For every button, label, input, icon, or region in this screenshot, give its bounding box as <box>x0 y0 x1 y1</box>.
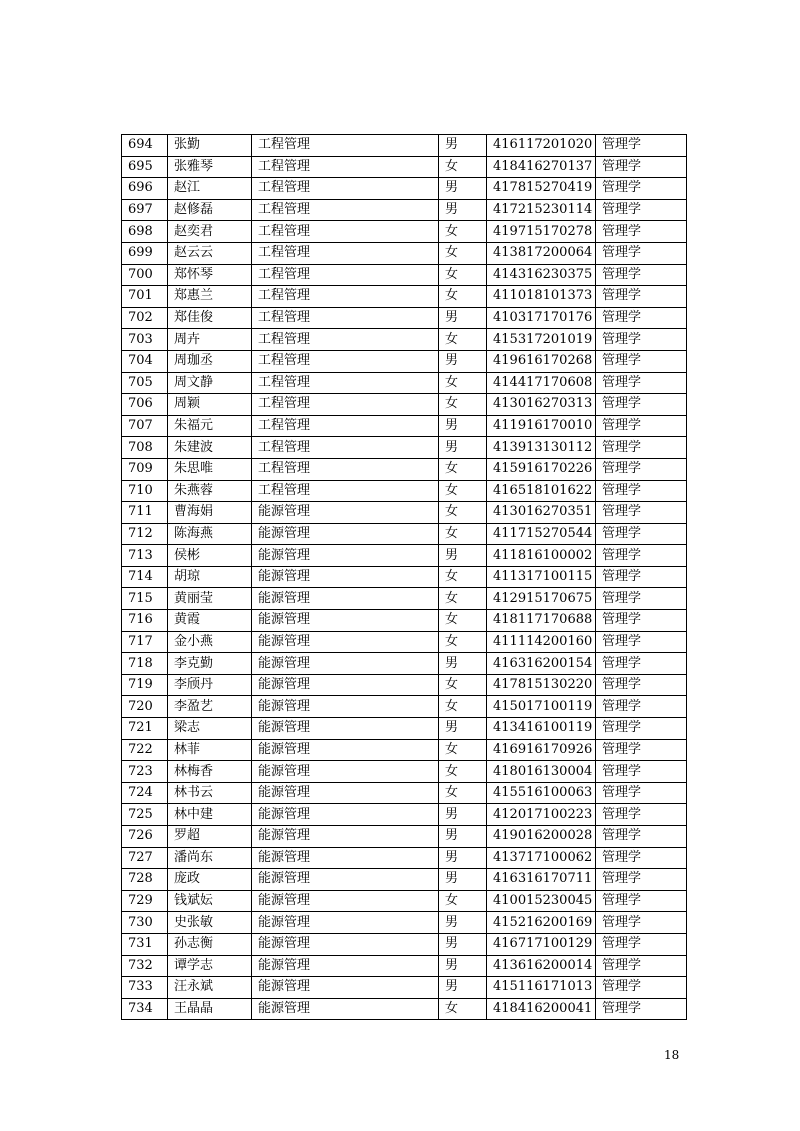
table-row <box>122 523 687 545</box>
gender-cell: 女 <box>439 156 487 178</box>
name-cell: 庞政 <box>168 869 252 891</box>
gender-cell: 女 <box>439 696 487 718</box>
row-number-cell: 719 <box>122 674 168 696</box>
student-id-cell: 411916170010 <box>487 415 596 437</box>
row-number-cell: 694 <box>122 135 168 157</box>
table-row <box>122 437 687 459</box>
major-cell: 能源管理 <box>252 869 439 891</box>
major-cell: 能源管理 <box>252 933 439 955</box>
gender-cell: 女 <box>439 523 487 545</box>
student-id-cell: 414417170608 <box>487 372 596 394</box>
discipline-cell: 管理学 <box>596 199 687 221</box>
discipline-cell: 管理学 <box>596 523 687 545</box>
table-row <box>122 912 687 934</box>
name-cell: 郑怀琴 <box>168 264 252 286</box>
name-cell: 林菲 <box>168 739 252 761</box>
discipline-cell: 管理学 <box>596 933 687 955</box>
name-cell: 林中建 <box>168 804 252 826</box>
name-cell: 金小燕 <box>168 631 252 653</box>
discipline-cell: 管理学 <box>596 674 687 696</box>
table-row <box>122 480 687 502</box>
gender-cell: 女 <box>439 782 487 804</box>
row-number-cell: 699 <box>122 242 168 264</box>
roster-body <box>122 135 687 1020</box>
row-number-cell: 698 <box>122 221 168 243</box>
gender-cell: 男 <box>439 135 487 157</box>
student-id-cell: 415916170226 <box>487 458 596 480</box>
gender-cell: 女 <box>439 588 487 610</box>
major-cell: 工程管理 <box>252 458 439 480</box>
discipline-cell: 管理学 <box>596 221 687 243</box>
discipline-cell: 管理学 <box>596 264 687 286</box>
major-cell: 工程管理 <box>252 415 439 437</box>
gender-cell: 女 <box>439 610 487 632</box>
gender-cell: 男 <box>439 718 487 740</box>
row-number-cell: 696 <box>122 178 168 200</box>
gender-cell: 男 <box>439 545 487 567</box>
name-cell: 赵修磊 <box>168 199 252 221</box>
table-row <box>122 458 687 480</box>
major-cell: 工程管理 <box>252 480 439 502</box>
name-cell: 黄霞 <box>168 610 252 632</box>
row-number-cell: 734 <box>122 998 168 1020</box>
table-row <box>122 782 687 804</box>
row-number-cell: 729 <box>122 890 168 912</box>
table-row <box>122 242 687 264</box>
major-cell: 能源管理 <box>252 826 439 848</box>
name-cell: 潘尚东 <box>168 847 252 869</box>
table-row <box>122 847 687 869</box>
discipline-cell: 管理学 <box>596 955 687 977</box>
student-id-cell: 413817200064 <box>487 242 596 264</box>
gender-cell: 男 <box>439 307 487 329</box>
gender-cell: 女 <box>439 739 487 761</box>
gender-cell: 女 <box>439 502 487 524</box>
student-id-cell: 419616170268 <box>487 350 596 372</box>
discipline-cell: 管理学 <box>596 977 687 999</box>
row-number-cell: 728 <box>122 869 168 891</box>
major-cell: 能源管理 <box>252 890 439 912</box>
discipline-cell: 管理学 <box>596 458 687 480</box>
row-number-cell: 717 <box>122 631 168 653</box>
row-number-cell: 709 <box>122 458 168 480</box>
row-number-cell: 724 <box>122 782 168 804</box>
gender-cell: 女 <box>439 372 487 394</box>
student-id-cell: 413016270313 <box>487 394 596 416</box>
major-cell: 工程管理 <box>252 199 439 221</box>
major-cell: 工程管理 <box>252 329 439 351</box>
table-row <box>122 178 687 200</box>
table-row <box>122 307 687 329</box>
row-number-cell: 713 <box>122 545 168 567</box>
name-cell: 谭学志 <box>168 955 252 977</box>
student-id-cell: 416316200154 <box>487 653 596 675</box>
student-id-cell: 416518101622 <box>487 480 596 502</box>
major-cell: 能源管理 <box>252 782 439 804</box>
major-cell: 能源管理 <box>252 847 439 869</box>
student-id-cell: 418416270137 <box>487 156 596 178</box>
name-cell: 李颀丹 <box>168 674 252 696</box>
discipline-cell: 管理学 <box>596 761 687 783</box>
discipline-cell: 管理学 <box>596 480 687 502</box>
major-cell: 工程管理 <box>252 178 439 200</box>
major-cell: 能源管理 <box>252 912 439 934</box>
name-cell: 郑佳俊 <box>168 307 252 329</box>
row-number-cell: 716 <box>122 610 168 632</box>
name-cell: 周颖 <box>168 394 252 416</box>
table-row <box>122 761 687 783</box>
table-row <box>122 199 687 221</box>
name-cell: 朱思唯 <box>168 458 252 480</box>
table-row <box>122 826 687 848</box>
major-cell: 工程管理 <box>252 221 439 243</box>
table-row <box>122 566 687 588</box>
discipline-cell: 管理学 <box>596 890 687 912</box>
student-id-cell: 414316230375 <box>487 264 596 286</box>
student-id-cell: 412915170675 <box>487 588 596 610</box>
name-cell: 周珈丞 <box>168 350 252 372</box>
gender-cell: 男 <box>439 912 487 934</box>
row-number-cell: 703 <box>122 329 168 351</box>
row-number-cell: 697 <box>122 199 168 221</box>
table-row <box>122 350 687 372</box>
table-row <box>122 588 687 610</box>
table-row <box>122 955 687 977</box>
major-cell: 工程管理 <box>252 242 439 264</box>
gender-cell: 男 <box>439 977 487 999</box>
name-cell: 赵奕君 <box>168 221 252 243</box>
row-number-cell: 712 <box>122 523 168 545</box>
name-cell: 朱福元 <box>168 415 252 437</box>
name-cell: 赵江 <box>168 178 252 200</box>
name-cell: 钱斌妘 <box>168 890 252 912</box>
name-cell: 朱建波 <box>168 437 252 459</box>
discipline-cell: 管理学 <box>596 502 687 524</box>
student-id-cell: 410317170176 <box>487 307 596 329</box>
major-cell: 工程管理 <box>252 135 439 157</box>
table-row <box>122 739 687 761</box>
page-number: 18 <box>664 1048 680 1062</box>
table-row <box>122 264 687 286</box>
gender-cell: 男 <box>439 350 487 372</box>
name-cell: 梁志 <box>168 718 252 740</box>
major-cell: 能源管理 <box>252 674 439 696</box>
name-cell: 林书云 <box>168 782 252 804</box>
name-cell: 汪永斌 <box>168 977 252 999</box>
discipline-cell: 管理学 <box>596 350 687 372</box>
student-id-cell: 415516100063 <box>487 782 596 804</box>
student-id-cell: 416717100129 <box>487 933 596 955</box>
major-cell: 能源管理 <box>252 631 439 653</box>
student-id-cell: 415317201019 <box>487 329 596 351</box>
discipline-cell: 管理学 <box>596 696 687 718</box>
table-row <box>122 394 687 416</box>
row-number-cell: 731 <box>122 933 168 955</box>
discipline-cell: 管理学 <box>596 372 687 394</box>
discipline-cell: 管理学 <box>596 998 687 1020</box>
student-id-cell: 415216200169 <box>487 912 596 934</box>
row-number-cell: 721 <box>122 718 168 740</box>
row-number-cell: 701 <box>122 286 168 308</box>
student-id-cell: 417815130220 <box>487 674 596 696</box>
gender-cell: 女 <box>439 761 487 783</box>
table-row <box>122 977 687 999</box>
discipline-cell: 管理学 <box>596 782 687 804</box>
discipline-cell: 管理学 <box>596 847 687 869</box>
name-cell: 赵云云 <box>168 242 252 264</box>
discipline-cell: 管理学 <box>596 653 687 675</box>
gender-cell: 男 <box>439 653 487 675</box>
major-cell: 能源管理 <box>252 761 439 783</box>
table-row <box>122 545 687 567</box>
student-id-cell: 412017100223 <box>487 804 596 826</box>
major-cell: 能源管理 <box>252 566 439 588</box>
table-row <box>122 502 687 524</box>
major-cell: 能源管理 <box>252 696 439 718</box>
student-id-cell: 413913130112 <box>487 437 596 459</box>
discipline-cell: 管理学 <box>596 135 687 157</box>
student-id-cell: 418416200041 <box>487 998 596 1020</box>
name-cell: 陈海燕 <box>168 523 252 545</box>
student-id-cell: 419016200028 <box>487 826 596 848</box>
row-number-cell: 718 <box>122 653 168 675</box>
student-id-cell: 415116171013 <box>487 977 596 999</box>
major-cell: 工程管理 <box>252 372 439 394</box>
gender-cell: 男 <box>439 826 487 848</box>
name-cell: 张雅琴 <box>168 156 252 178</box>
row-number-cell: 695 <box>122 156 168 178</box>
student-id-cell: 413016270351 <box>487 502 596 524</box>
name-cell: 李盈艺 <box>168 696 252 718</box>
major-cell: 能源管理 <box>252 545 439 567</box>
row-number-cell: 727 <box>122 847 168 869</box>
major-cell: 工程管理 <box>252 350 439 372</box>
discipline-cell: 管理学 <box>596 739 687 761</box>
gender-cell: 男 <box>439 869 487 891</box>
gender-cell: 女 <box>439 890 487 912</box>
major-cell: 能源管理 <box>252 588 439 610</box>
table-row <box>122 135 687 157</box>
name-cell: 周文静 <box>168 372 252 394</box>
row-number-cell: 700 <box>122 264 168 286</box>
discipline-cell: 管理学 <box>596 610 687 632</box>
student-id-cell: 413416100119 <box>487 718 596 740</box>
row-number-cell: 708 <box>122 437 168 459</box>
major-cell: 工程管理 <box>252 307 439 329</box>
student-id-cell: 418117170688 <box>487 610 596 632</box>
major-cell: 工程管理 <box>252 394 439 416</box>
student-id-cell: 416117201020 <box>487 135 596 157</box>
student-id-cell: 413717100062 <box>487 847 596 869</box>
table-row <box>122 631 687 653</box>
discipline-cell: 管理学 <box>596 566 687 588</box>
table-row <box>122 718 687 740</box>
table-row <box>122 933 687 955</box>
row-number-cell: 707 <box>122 415 168 437</box>
gender-cell: 女 <box>439 631 487 653</box>
major-cell: 工程管理 <box>252 437 439 459</box>
name-cell: 郑惠兰 <box>168 286 252 308</box>
major-cell: 工程管理 <box>252 286 439 308</box>
table-row <box>122 286 687 308</box>
student-id-cell: 415017100119 <box>487 696 596 718</box>
student-roster-table <box>121 134 687 1020</box>
row-number-cell: 702 <box>122 307 168 329</box>
student-id-cell: 411114200160 <box>487 631 596 653</box>
student-id-cell: 418016130004 <box>487 761 596 783</box>
student-id-cell: 411816100002 <box>487 545 596 567</box>
table-row <box>122 674 687 696</box>
gender-cell: 女 <box>439 458 487 480</box>
name-cell: 林梅香 <box>168 761 252 783</box>
table-row <box>122 998 687 1020</box>
gender-cell: 女 <box>439 286 487 308</box>
gender-cell: 男 <box>439 437 487 459</box>
row-number-cell: 706 <box>122 394 168 416</box>
table-row <box>122 610 687 632</box>
discipline-cell: 管理学 <box>596 394 687 416</box>
major-cell: 能源管理 <box>252 523 439 545</box>
major-cell: 能源管理 <box>252 502 439 524</box>
name-cell: 李克勤 <box>168 653 252 675</box>
table-row <box>122 221 687 243</box>
discipline-cell: 管理学 <box>596 718 687 740</box>
gender-cell: 女 <box>439 329 487 351</box>
name-cell: 周卉 <box>168 329 252 351</box>
major-cell: 能源管理 <box>252 977 439 999</box>
student-id-cell: 411018101373 <box>487 286 596 308</box>
gender-cell: 女 <box>439 394 487 416</box>
gender-cell: 女 <box>439 998 487 1020</box>
table-row <box>122 696 687 718</box>
row-number-cell: 705 <box>122 372 168 394</box>
major-cell: 工程管理 <box>252 264 439 286</box>
gender-cell: 男 <box>439 933 487 955</box>
student-id-cell: 410015230045 <box>487 890 596 912</box>
row-number-cell: 723 <box>122 761 168 783</box>
table-row <box>122 804 687 826</box>
discipline-cell: 管理学 <box>596 588 687 610</box>
row-number-cell: 725 <box>122 804 168 826</box>
row-number-cell: 710 <box>122 480 168 502</box>
gender-cell: 女 <box>439 674 487 696</box>
table-row <box>122 156 687 178</box>
student-id-cell: 419715170278 <box>487 221 596 243</box>
discipline-cell: 管理学 <box>596 437 687 459</box>
discipline-cell: 管理学 <box>596 156 687 178</box>
row-number-cell: 720 <box>122 696 168 718</box>
name-cell: 侯彬 <box>168 545 252 567</box>
discipline-cell: 管理学 <box>596 912 687 934</box>
row-number-cell: 732 <box>122 955 168 977</box>
gender-cell: 女 <box>439 566 487 588</box>
row-number-cell: 715 <box>122 588 168 610</box>
gender-cell: 男 <box>439 847 487 869</box>
gender-cell: 女 <box>439 264 487 286</box>
discipline-cell: 管理学 <box>596 869 687 891</box>
student-id-cell: 417815270419 <box>487 178 596 200</box>
discipline-cell: 管理学 <box>596 286 687 308</box>
discipline-cell: 管理学 <box>596 178 687 200</box>
major-cell: 工程管理 <box>252 156 439 178</box>
student-id-cell: 416316170711 <box>487 869 596 891</box>
student-id-cell: 413616200014 <box>487 955 596 977</box>
gender-cell: 男 <box>439 415 487 437</box>
discipline-cell: 管理学 <box>596 242 687 264</box>
name-cell: 王晶晶 <box>168 998 252 1020</box>
row-number-cell: 711 <box>122 502 168 524</box>
gender-cell: 男 <box>439 199 487 221</box>
gender-cell: 男 <box>439 178 487 200</box>
discipline-cell: 管理学 <box>596 415 687 437</box>
gender-cell: 女 <box>439 480 487 502</box>
student-id-cell: 416916170926 <box>487 739 596 761</box>
major-cell: 能源管理 <box>252 718 439 740</box>
table-row <box>122 869 687 891</box>
table-row <box>122 329 687 351</box>
major-cell: 能源管理 <box>252 955 439 977</box>
name-cell: 史张敏 <box>168 912 252 934</box>
name-cell: 黄丽莹 <box>168 588 252 610</box>
gender-cell: 男 <box>439 804 487 826</box>
student-id-cell: 411715270544 <box>487 523 596 545</box>
major-cell: 能源管理 <box>252 653 439 675</box>
discipline-cell: 管理学 <box>596 631 687 653</box>
student-id-cell: 411317100115 <box>487 566 596 588</box>
table-row <box>122 415 687 437</box>
gender-cell: 男 <box>439 955 487 977</box>
name-cell: 罗超 <box>168 826 252 848</box>
major-cell: 能源管理 <box>252 610 439 632</box>
gender-cell: 女 <box>439 242 487 264</box>
name-cell: 胡琼 <box>168 566 252 588</box>
major-cell: 能源管理 <box>252 739 439 761</box>
row-number-cell: 726 <box>122 826 168 848</box>
discipline-cell: 管理学 <box>596 329 687 351</box>
name-cell: 曹海娟 <box>168 502 252 524</box>
row-number-cell: 722 <box>122 739 168 761</box>
discipline-cell: 管理学 <box>596 826 687 848</box>
row-number-cell: 730 <box>122 912 168 934</box>
row-number-cell: 704 <box>122 350 168 372</box>
table-row <box>122 653 687 675</box>
row-number-cell: 733 <box>122 977 168 999</box>
name-cell: 朱燕蓉 <box>168 480 252 502</box>
gender-cell: 女 <box>439 221 487 243</box>
name-cell: 孙志衡 <box>168 933 252 955</box>
name-cell: 张勤 <box>168 135 252 157</box>
discipline-cell: 管理学 <box>596 545 687 567</box>
major-cell: 能源管理 <box>252 998 439 1020</box>
table-row <box>122 890 687 912</box>
discipline-cell: 管理学 <box>596 804 687 826</box>
discipline-cell: 管理学 <box>596 307 687 329</box>
table-row <box>122 372 687 394</box>
row-number-cell: 714 <box>122 566 168 588</box>
student-id-cell: 417215230114 <box>487 199 596 221</box>
major-cell: 能源管理 <box>252 804 439 826</box>
